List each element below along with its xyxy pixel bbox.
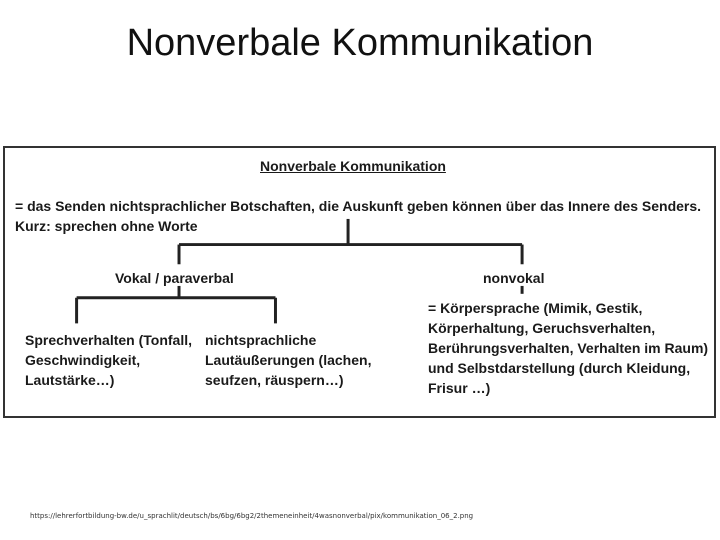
source-url: https://lehrerfortbildung-bw.de/u_sprachlit/deutsch/bs/6bg/6bg2/2themeneinheit/4wasnonverbal/pix/kommunikation_06_2.png	[30, 512, 474, 520]
branch-nonvokal-label: nonvokal	[483, 270, 545, 286]
concept-diagram	[3, 146, 716, 418]
leaf-lautaeusserungen: nichtsprachliche Lautäußerungen (lachen, seufzen, räuspern…)	[205, 332, 372, 388]
diagram-heading: Nonverbale Kommunikation	[260, 158, 446, 174]
branch-vokal-label: Vokal / paraverbal	[115, 270, 234, 286]
definition-text: = das Senden nichtsprachlicher Botschaften, die Auskunft geben können über das Innere des Senders. Kurz: sprechen ohne Worte	[15, 198, 702, 234]
leaf-sprechverhalten: Sprechverhalten (Tonfall, Geschwindigkeit, Lautstärke…)	[25, 332, 192, 388]
nonvokal-description: = Körpersprache (Mimik, Gestik, Körperhaltung, Geruchsverhalten, Berührungsverhalten, Verhalten im Raum) und Selbstdarstellung (durch Kleidung, Frisur …)	[428, 300, 709, 396]
slide-title: Nonverbale Kommunikation	[126, 22, 594, 64]
